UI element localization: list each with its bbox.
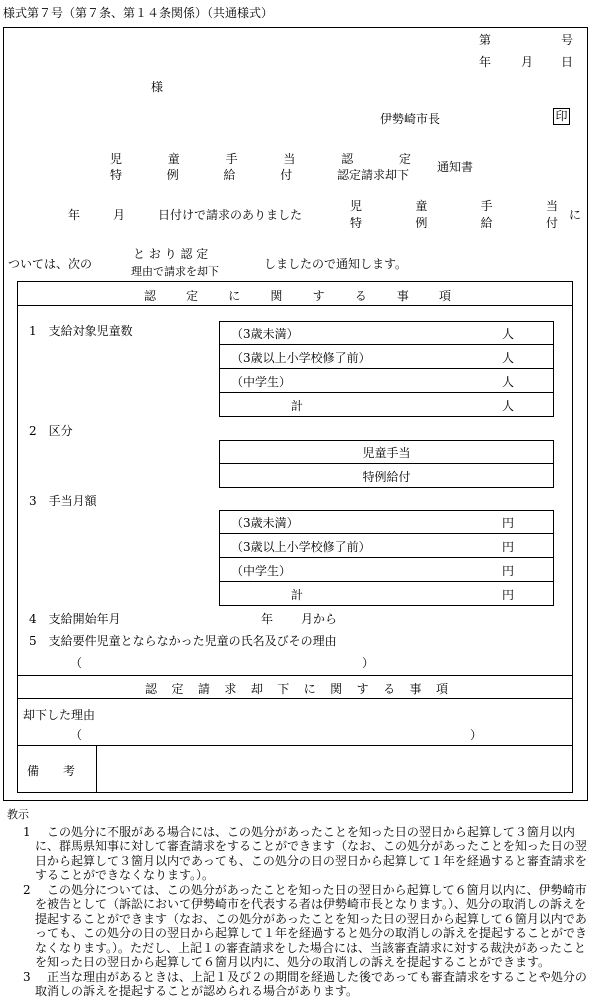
table-row: （中学生） 円	[219, 558, 554, 582]
item4-month-from: 月から	[301, 612, 338, 626]
body-date-year: 年	[68, 208, 81, 222]
date-day: 日	[561, 55, 574, 69]
item5-close-paren: ）	[362, 656, 375, 670]
body-option-approve: と お り 認 定	[133, 247, 209, 261]
title-suffix: 通知書	[437, 160, 474, 174]
addressee-suffix: 様	[151, 80, 164, 94]
remarks-label: 備 考	[27, 764, 76, 778]
reason-close-paren: ）	[470, 728, 483, 742]
body-allowance-line2: 特 例 給 付	[350, 216, 558, 230]
nintei-heading: 認 定 に 関 す る 事 項	[144, 289, 451, 303]
doc-number-suffix: 号	[561, 33, 574, 47]
form-label: 様式第７号（第７条、第１４条関係）（共通様式）	[3, 6, 274, 20]
issuer-name: 伊勢崎市長	[380, 112, 441, 126]
table-row: （3歳以上小学校修了前） 円	[219, 534, 554, 558]
body-option-reject: 理由で請求を却下	[131, 265, 219, 278]
divider	[17, 698, 573, 699]
body-text3: しましたので通知します。	[264, 257, 408, 271]
table-row: （3歳未満） 円	[219, 510, 554, 534]
item4-year: 年	[261, 612, 274, 626]
note-item: 2 この処分については、この処分があったことを知った日の翌日から起算して６箇月以内に、伊勢崎市を被告として（訴訟において伊勢崎市を代表する者は伊勢崎市長となります。）、処分の取消しの訴えを提起することができます（なお、この処分があったことを知った日の翌日から起算して６箇月以内であっても、この処分の日の翌日から起算して１年を経過すると処分の取消しの訴えを提起することができなくなります。）。ただし、上記１の審査請求をした場合には、当該審査請求に対する裁決があったことを知った日の翌日から起算して６箇月以内に、処分の取消しの訴えを提起することができます。	[23, 882, 588, 969]
remarks-divider	[96, 745, 97, 792]
item5-label: 5 支給要件児童とならなかった児童の氏名及びその理由	[29, 634, 337, 648]
notes-section	[7, 808, 589, 999]
item2-label: 2 区分	[29, 424, 73, 438]
title-line2: 特 例 給 付 認定請求却下	[110, 168, 409, 182]
title-line1: 児 童 手 当 認 定	[110, 152, 411, 166]
reason-label: 却下した理由	[23, 708, 96, 722]
table-row: 計 円	[291, 588, 515, 602]
body-allowance-line1: 児 童 手 当	[350, 199, 558, 213]
date-year: 年	[479, 55, 492, 69]
body-text1: 日付けで請求のありました	[158, 208, 303, 222]
table-row: 特例給付	[362, 470, 411, 484]
divider	[17, 745, 573, 746]
kyakka-heading: 認 定 請 求 却 下 に 関 す る 事 項	[145, 682, 448, 696]
item4-label: 4 支給開始年月	[29, 612, 121, 626]
item5-open-paren: （	[70, 656, 83, 670]
body-text2: ついては、次の	[8, 257, 93, 271]
notes-label: 教示	[7, 808, 29, 821]
doc-number-label: 第	[479, 33, 492, 47]
body-ni: に	[569, 208, 582, 222]
table-row: 児童手当	[219, 440, 554, 464]
item1-label: 1 支給対象児童数	[29, 324, 133, 338]
item3-label: 3 手当月額	[29, 494, 97, 508]
divider	[17, 675, 573, 676]
reason-open-paren: （	[70, 728, 83, 742]
date-month: 月	[521, 55, 534, 69]
table-row: （3歳未満） 人	[219, 321, 554, 345]
seal-mark: 印	[553, 108, 570, 125]
body-date-month: 月	[113, 208, 126, 222]
divider	[17, 305, 573, 306]
table-row: 計 人	[291, 399, 515, 413]
note-item: 3 正当な理由があるときは、上記１及び２の期間を経過した後であっても審査請求をすることや処分の取消しの訴えを提起することが認められる場合があります。	[23, 969, 587, 998]
note-item: 1 この処分に不服がある場合には、この処分があったことを知った日の翌日から起算して３箇月以内に、群馬県知事に対して審査請求をすることができます（なお、この処分があったことを知った日の翌日から起算して３箇月以内であっても、この処分の日の翌日から起算して１年を経過すると審査請求をすることができなくなります。）。	[23, 824, 587, 882]
table-row: （中学生） 人	[219, 369, 554, 393]
table-row: （3歳以上小学校修了前） 人	[219, 345, 554, 369]
